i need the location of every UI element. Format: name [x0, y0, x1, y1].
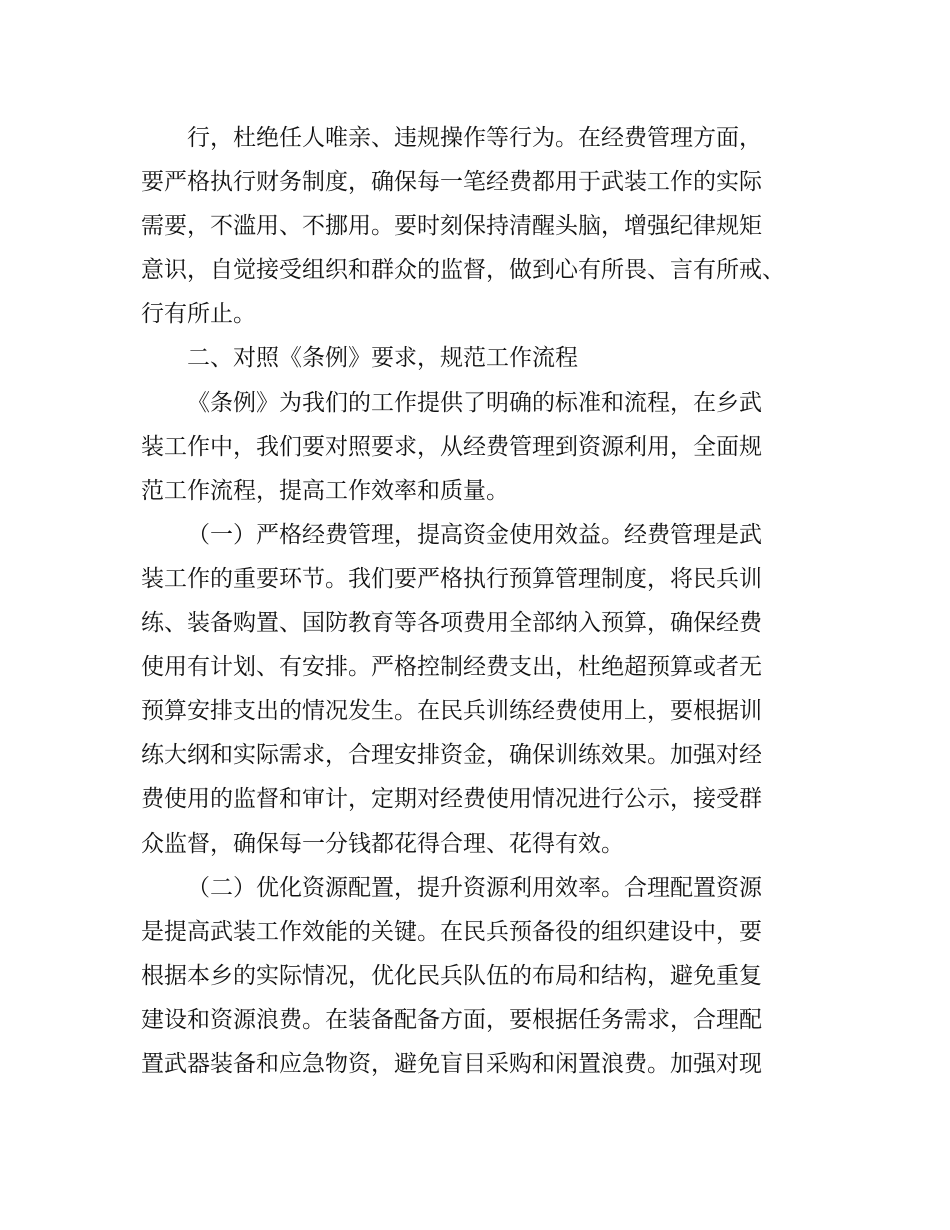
- text-line: 需要，不滥用、不挪用。要时刻保持清醒头脑，增强纪律规矩: [141, 213, 762, 240]
- text-line: 范工作流程，提高工作效率和质量。: [141, 477, 509, 504]
- text-line: 置武器装备和应急物资，避免盲目采购和闲置浪费。加强对现: [141, 1050, 762, 1077]
- text-line: 使用有计划、有安排。严格控制经费支出，杜绝超预算或者无: [141, 654, 762, 681]
- text-line: （一）严格经费管理，提高资金使用效益。经费管理是武: [187, 521, 762, 548]
- text-line: 行有所止。: [141, 301, 256, 328]
- text-line: 《条例》为我们的工作提供了明确的标准和流程，在乡武: [187, 389, 762, 416]
- section-heading: 二、对照《条例》要求，规范工作流程: [187, 345, 578, 372]
- text-line: 建设和资源浪费。在装备配备方面，要根据任务需求，合理配: [141, 1006, 762, 1033]
- text-line: 根据本乡的实际情况，优化民兵队伍的布局和结构，避免重复: [141, 962, 762, 989]
- text-line: （二）优化资源配置，提升资源利用效率。合理配置资源: [187, 874, 762, 901]
- text-line: 装工作的重要环节。我们要严格执行预算管理制度，将民兵训: [141, 565, 762, 592]
- text-line: 行，杜绝任人唯亲、违规操作等行为。在经费管理方面，: [187, 125, 762, 151]
- text-line: 练、装备购置、国防教育等各项费用全部纳入预算，确保经费: [141, 610, 762, 637]
- text-line: 装工作中，我们要对照要求，从经费管理到资源利用，全面规: [141, 433, 762, 460]
- text-line: 众监督，确保每一分钱都花得合理、花得有效。: [141, 830, 624, 857]
- text-line: 预算安排支出的情况发生。在民兵训练经费使用上，要根据训: [141, 698, 762, 725]
- text-line: 是提高武装工作效能的关键。在民兵预备役的组织建设中，要: [141, 918, 762, 945]
- text-line: 练大纲和实际需求，合理安排资金，确保训练效果。加强对经: [141, 742, 762, 769]
- text-line: 费使用的监督和审计，定期对经费使用情况进行公示，接受群: [141, 786, 762, 813]
- text-line: 要严格执行财务制度，确保每一笔经费都用于武装工作的实际: [141, 169, 762, 196]
- body-text: [141, 116, 841, 1086]
- text-line: 意识，自觉接受组织和群众的监督，做到心有所畏、言有所戒、: [141, 257, 785, 284]
